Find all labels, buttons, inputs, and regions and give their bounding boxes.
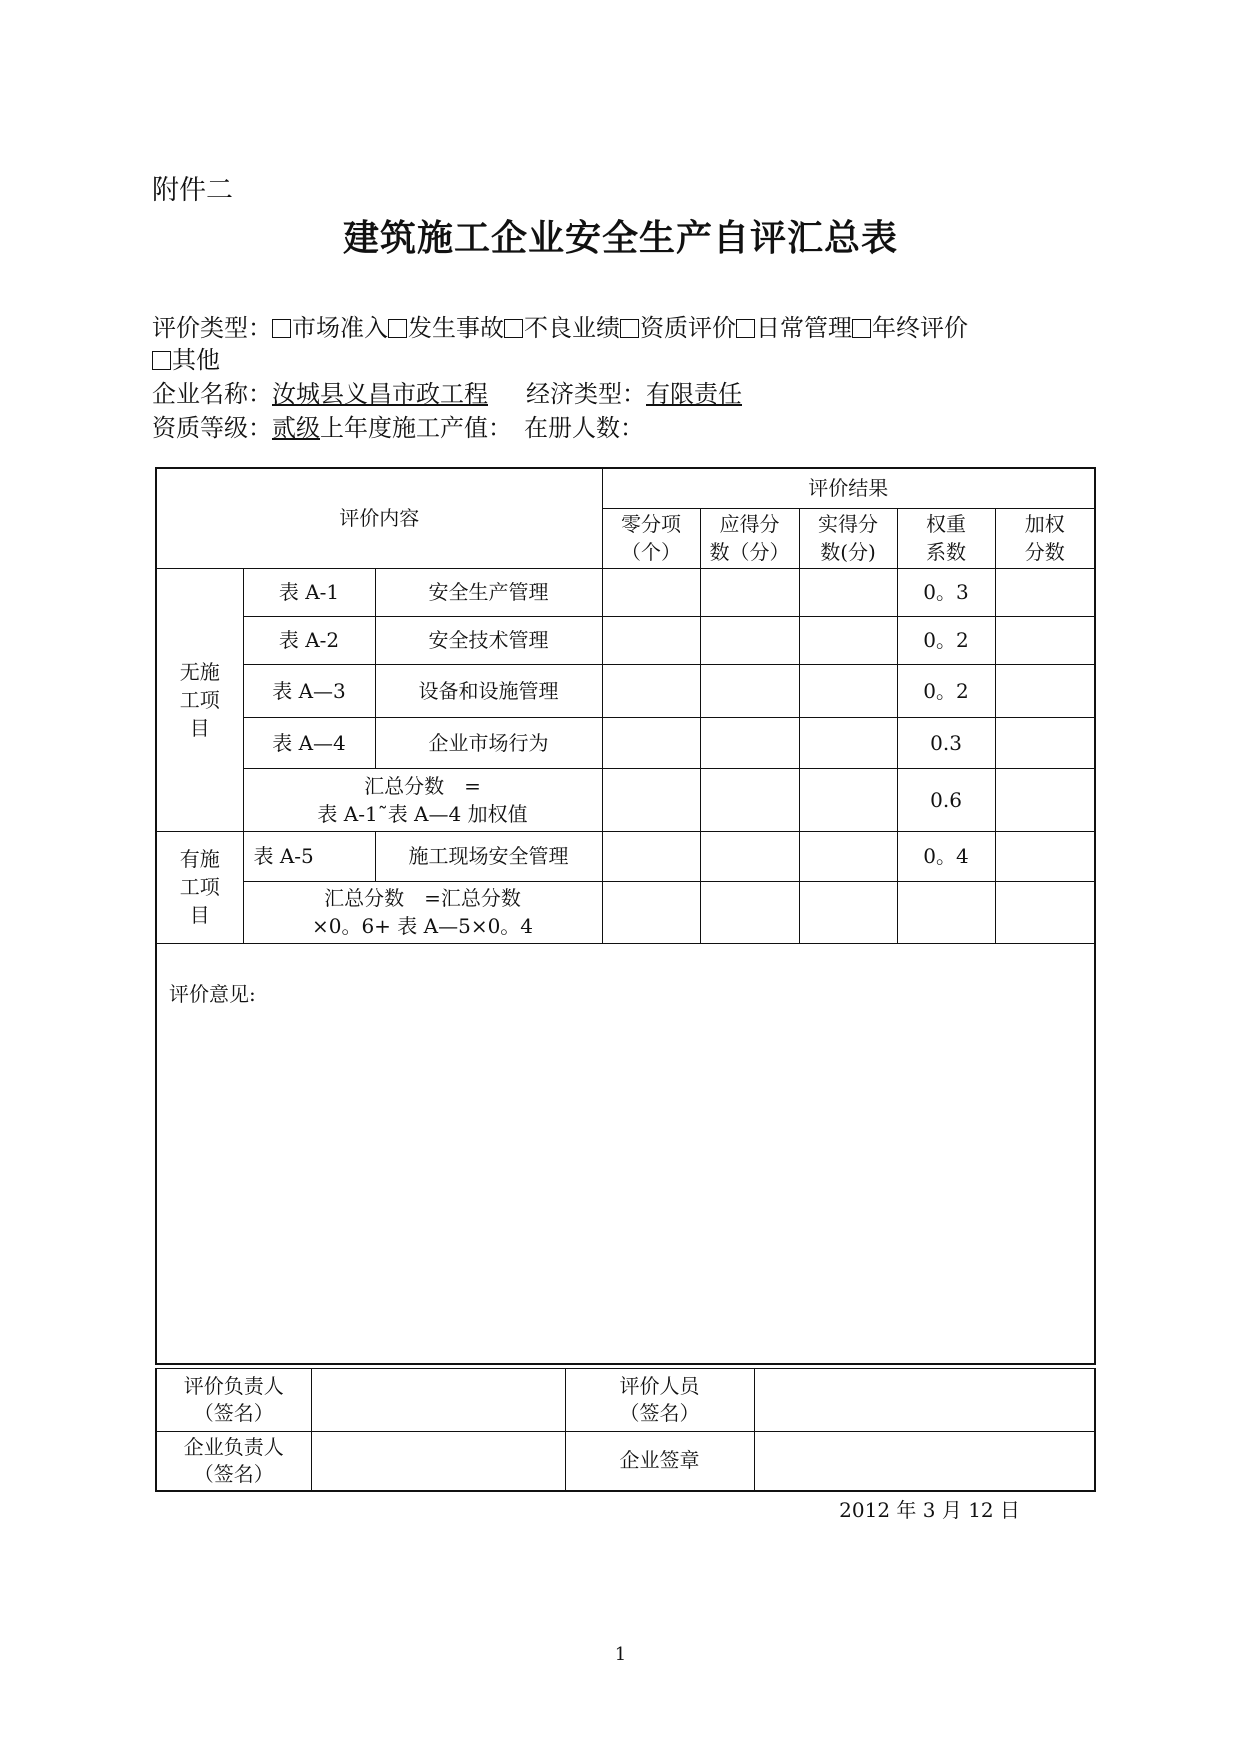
- group-no-construction: 无施 工项 目: [156, 568, 243, 831]
- checkbox-icon[interactable]: [852, 319, 871, 338]
- econ-type-value: 有限责任: [646, 380, 742, 408]
- evaluator-signature[interactable]: [754, 1369, 1095, 1432]
- content-header: 评价内容: [156, 468, 602, 568]
- row-code: 表 A-5: [243, 831, 375, 881]
- option-market-entry: 市场准入: [292, 314, 388, 342]
- row-code: 表 A-1: [243, 568, 375, 616]
- zero-cell[interactable]: [602, 881, 700, 943]
- due-cell[interactable]: [700, 568, 799, 616]
- evaluation-table: [155, 467, 1096, 1365]
- summary-row: [156, 881, 1095, 943]
- staff-label: 在册人数：: [524, 414, 644, 442]
- opinion-area[interactable]: [156, 943, 1095, 1364]
- weight-header: 权重 系数: [897, 508, 995, 568]
- document-title: 建筑施工企业安全生产自评汇总表: [342, 218, 898, 259]
- option-daily: 日常管理: [756, 314, 852, 342]
- table-row: [156, 568, 1095, 616]
- weighted-score-header: 加权 分数: [995, 508, 1095, 568]
- document-date: 2012 年 3 月 12 日: [839, 1498, 1020, 1522]
- weighted-cell[interactable]: [995, 568, 1095, 616]
- weighted-cell[interactable]: [995, 881, 1095, 943]
- summary1-label: 汇总分数 = 表 A-1˜表 A—4 加权值: [243, 768, 602, 831]
- actual-cell[interactable]: [799, 717, 897, 768]
- table-row: [156, 664, 1095, 717]
- checkbox-icon[interactable]: [620, 319, 639, 338]
- weighted-cell[interactable]: [995, 717, 1095, 768]
- due-cell[interactable]: [700, 768, 799, 831]
- eval-type-line: [152, 308, 968, 343]
- row-code: 表 A—4: [243, 717, 375, 768]
- due-cell[interactable]: [700, 616, 799, 664]
- attachment-label: 附件二: [152, 175, 233, 206]
- company-seal-label: 企业签章: [565, 1432, 754, 1491]
- weight-cell: 0.3: [897, 717, 995, 768]
- option-qualification: 资质评价: [640, 314, 736, 342]
- summary-row: [156, 768, 1095, 831]
- company-seal-area[interactable]: [754, 1432, 1095, 1491]
- row-name: 安全生产管理: [375, 568, 602, 616]
- checkbox-icon[interactable]: [504, 319, 523, 338]
- zero-cell[interactable]: [602, 768, 700, 831]
- company-name-label: 企业名称：: [152, 380, 272, 408]
- checkbox-icon[interactable]: [388, 319, 407, 338]
- zero-cell[interactable]: [602, 664, 700, 717]
- eval-type-label: 评价类型：: [152, 314, 272, 342]
- result-header: 评价结果: [602, 468, 1095, 508]
- due-cell[interactable]: [700, 664, 799, 717]
- company-name-value: 汝城县义昌市政工程: [272, 380, 488, 408]
- checkbox-icon[interactable]: [152, 351, 171, 370]
- row-name: 设备和设施管理: [375, 664, 602, 717]
- row-name: 企业市场行为: [375, 717, 602, 768]
- signature-table: [155, 1368, 1096, 1492]
- table-row: [156, 616, 1095, 664]
- eval-type-line-2: [152, 340, 220, 375]
- zero-cell[interactable]: [602, 717, 700, 768]
- actual-cell[interactable]: [799, 664, 897, 717]
- due-cell[interactable]: [700, 881, 799, 943]
- row-code: 表 A—3: [243, 664, 375, 717]
- qualification-label: 资质等级：: [152, 414, 272, 442]
- weight-cell: 0。3: [897, 568, 995, 616]
- page-number: 1: [614, 1644, 627, 1665]
- actual-cell[interactable]: [799, 831, 897, 881]
- weighted-cell[interactable]: [995, 768, 1095, 831]
- actual-cell[interactable]: [799, 568, 897, 616]
- zero-cell[interactable]: [602, 616, 700, 664]
- evaluator-label: 评价人员 （签名）: [565, 1369, 754, 1432]
- option-bad-record: 不良业绩: [524, 314, 620, 342]
- table-row: [156, 717, 1095, 768]
- actual-cell[interactable]: [799, 768, 897, 831]
- row-code: 表 A-2: [243, 616, 375, 664]
- checkbox-icon[interactable]: [272, 319, 291, 338]
- weight-cell: 0。4: [897, 831, 995, 881]
- weight-cell: 0。2: [897, 664, 995, 717]
- company-leader-signature[interactable]: [311, 1432, 565, 1491]
- group-with-construction: 有施 工项 目: [156, 831, 243, 943]
- summary2-label: 汇总分数 =汇总分数 ×0。6+ 表 A—5×0。4: [243, 881, 602, 943]
- weighted-cell[interactable]: [995, 664, 1095, 717]
- econ-type-label: 经济类型：: [526, 380, 646, 408]
- weighted-cell[interactable]: [995, 831, 1095, 881]
- checkbox-icon[interactable]: [736, 319, 755, 338]
- zero-cell[interactable]: [602, 831, 700, 881]
- opinion-label: 评价意见:: [169, 981, 256, 1006]
- qualification-value: 贰级: [272, 414, 320, 442]
- option-accident: 发生事故: [408, 314, 504, 342]
- company-line: [152, 374, 742, 409]
- qualification-line: [152, 408, 644, 443]
- table-row: [156, 831, 1095, 881]
- option-other: 其他: [172, 346, 220, 374]
- actual-cell[interactable]: [799, 881, 897, 943]
- due-cell[interactable]: [700, 831, 799, 881]
- actual-score-header: 实得分 数(分): [799, 508, 897, 568]
- output-label: 上年度施工产值：: [320, 414, 512, 442]
- row-name: 安全技术管理: [375, 616, 602, 664]
- actual-cell[interactable]: [799, 616, 897, 664]
- weight-cell[interactable]: [897, 881, 995, 943]
- due-score-header: 应得分 数（分）: [700, 508, 799, 568]
- eval-leader-label: 评价负责人 （签名）: [156, 1369, 311, 1432]
- weighted-cell[interactable]: [995, 616, 1095, 664]
- row-name: 施工现场安全管理: [375, 831, 602, 881]
- zero-cell[interactable]: [602, 568, 700, 616]
- eval-leader-signature[interactable]: [311, 1369, 565, 1432]
- company-leader-label: 企业负责人 （签名）: [156, 1432, 311, 1491]
- zero-score-header: 零分项 （个）: [602, 508, 700, 568]
- option-annual: 年终评价: [872, 314, 968, 342]
- weight-cell: 0.6: [897, 768, 995, 831]
- due-cell[interactable]: [700, 717, 799, 768]
- weight-cell: 0。2: [897, 616, 995, 664]
